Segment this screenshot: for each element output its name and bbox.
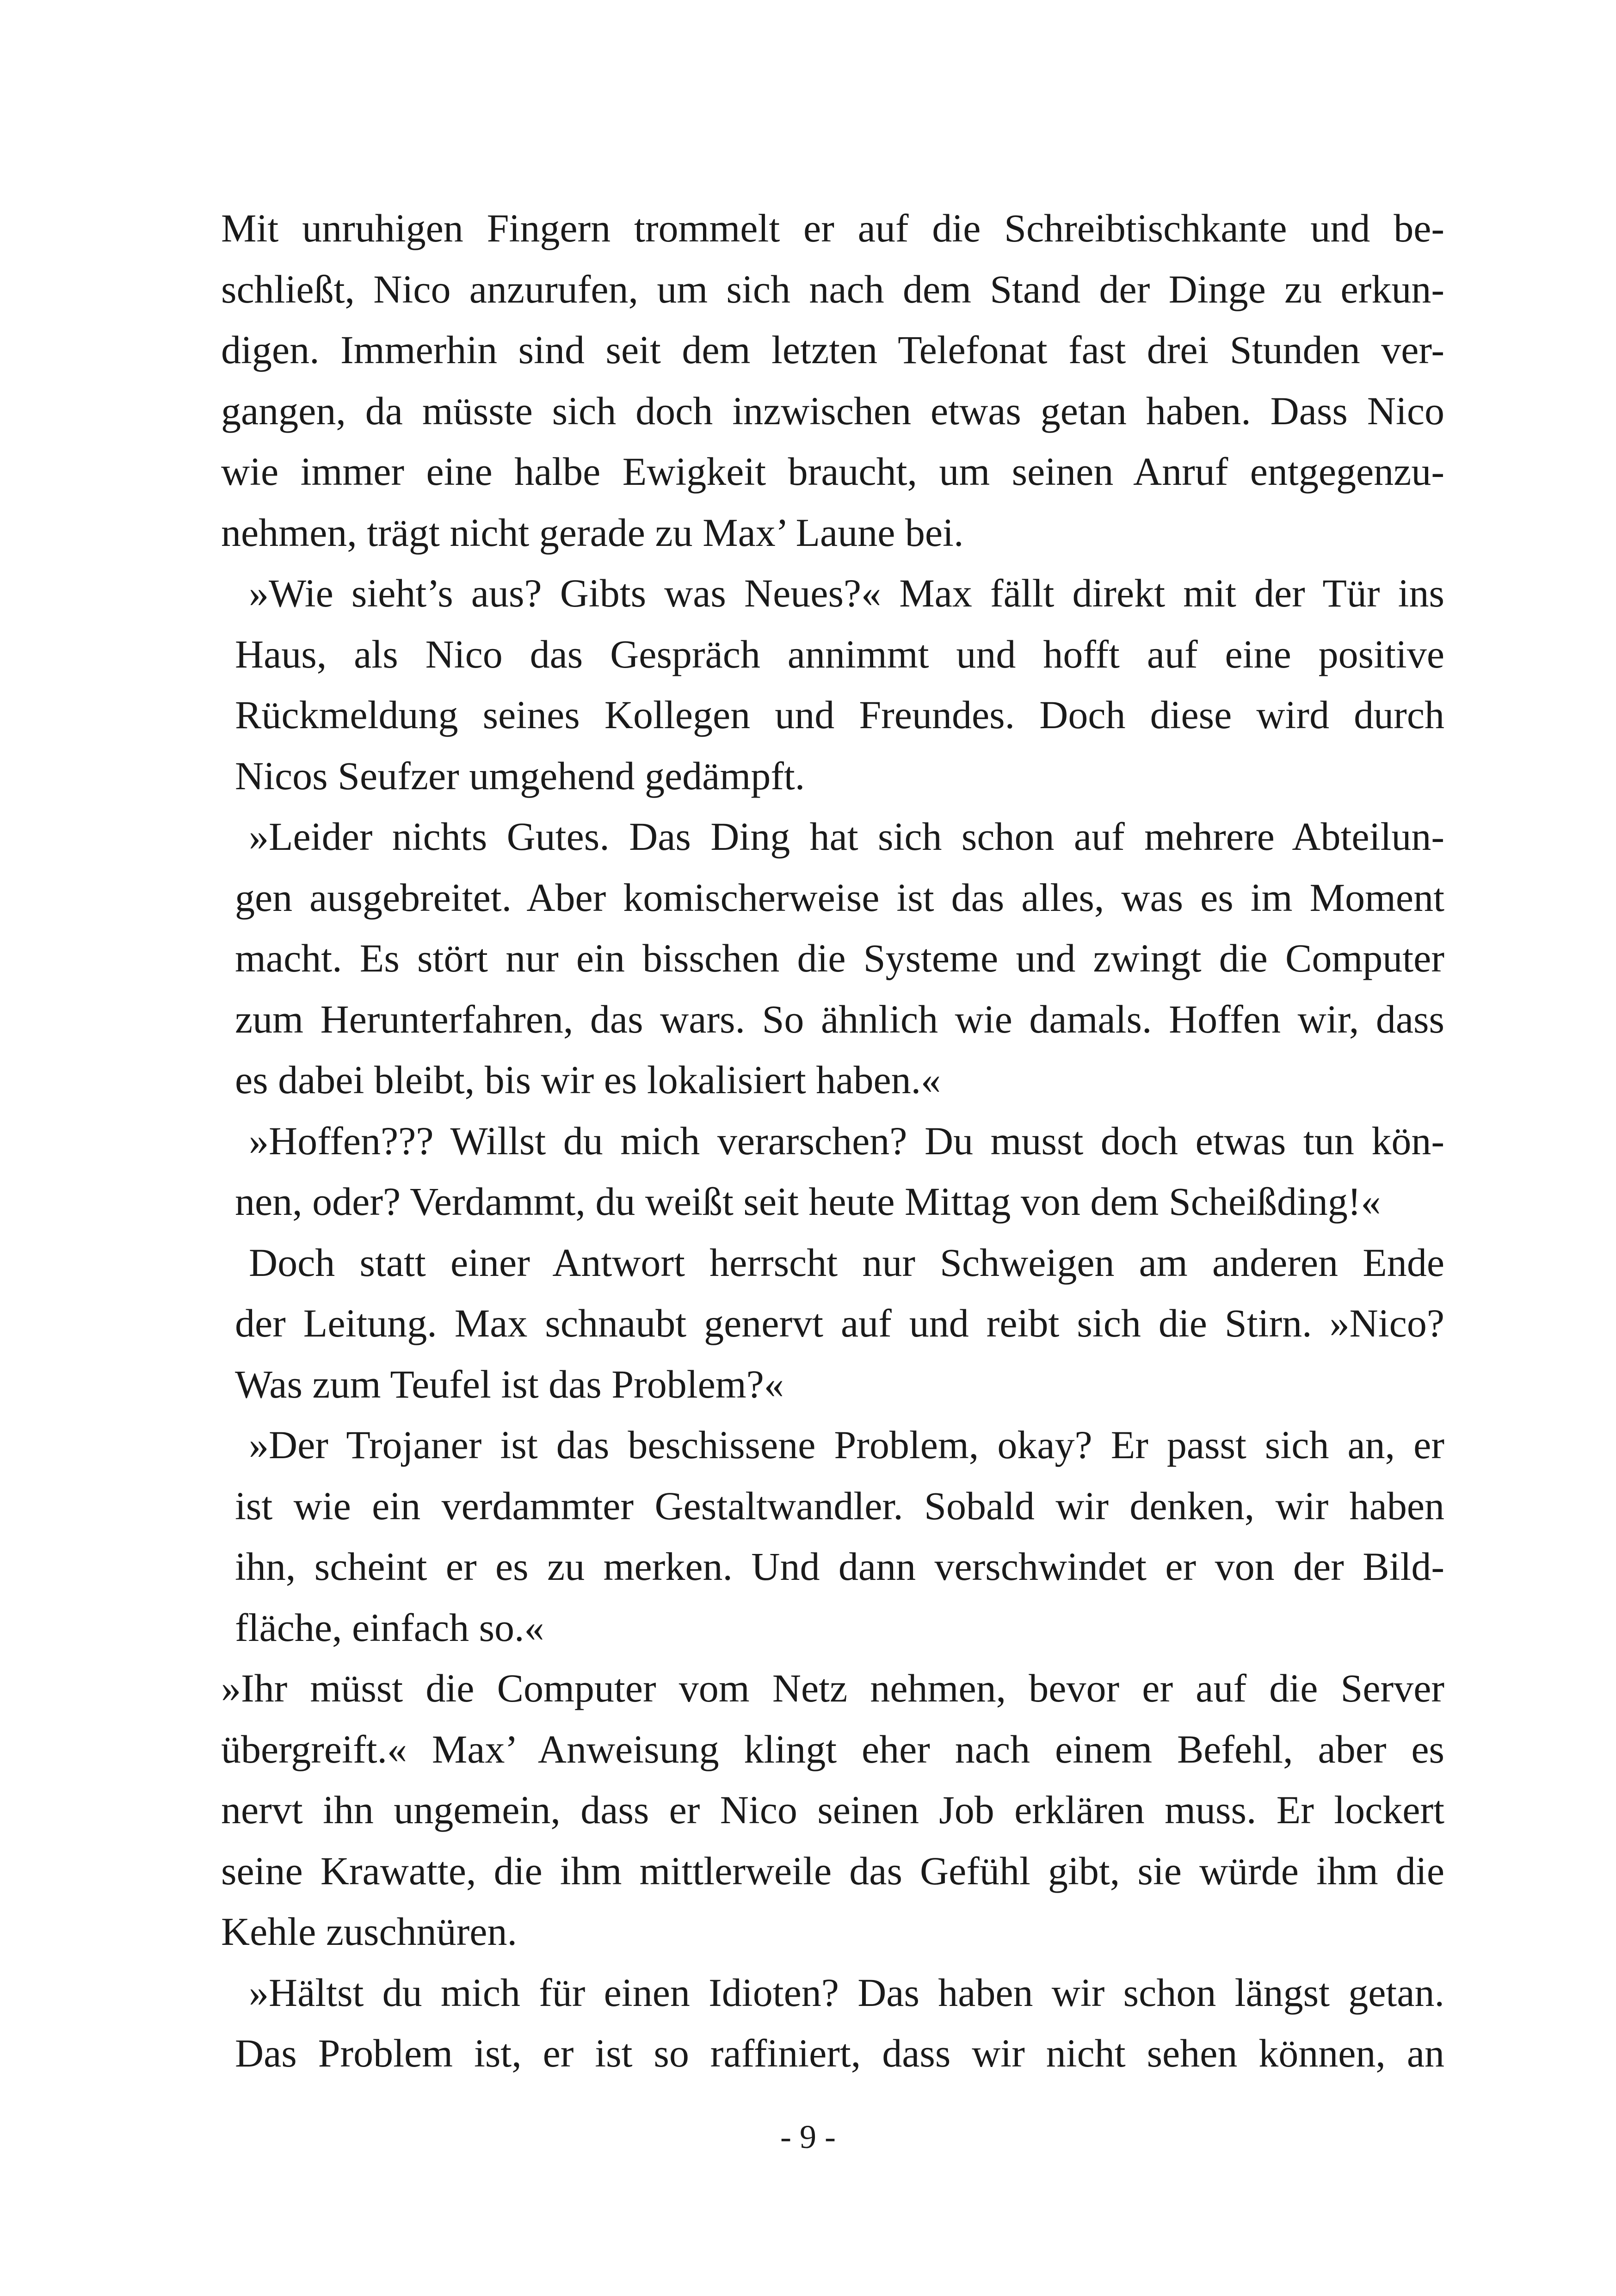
body-text [221,198,1444,2084]
text-line: »Hältst du mich für einen Idioten? Das haben wir schon längst getan. [249,1970,1444,2015]
paragraph [221,1658,1444,1962]
text-line: nehmen, trägt nicht gerade zu Max’ Laune bei. [221,510,964,555]
paragraph [221,1415,1444,1658]
text-line: Das Problem ist, er ist so raffiniert, dass wir nicht sehen können, an [235,2031,1444,2075]
text-line: seine Krawatte, die ihm mittlerweile das Gefühl gibt, sie würde ihm die [221,1848,1444,1893]
text-line: Nicos Seufzer umgehend gedämpft. [235,753,805,798]
text-line: »Der Trojaner ist das beschissene Problem, okay? Er passt sich an, er [249,1423,1444,1467]
text-line: zum Herunterfahren, das wars. So ähnlich wie damals. Hoffen wir, dass [235,996,1444,1041]
text-line: Mit unruhigen Fingern trommelt er auf die Schreibtischkante und be- [221,206,1444,250]
text-line: wie immer eine halbe Ewigkeit braucht, um seinen Anruf entgegenzu- [221,449,1444,494]
text-line: Was zum Teufel ist das Problem?« [235,1362,784,1406]
text-line: gangen, da müsste sich doch inzwischen etwas getan haben. Dass Nico [221,388,1444,433]
text-line: digen. Immerhin sind seit dem letzten Telefonat fast drei Stunden ver- [221,328,1444,372]
text-line: der Leitung. Max schnaubt genervt auf und reibt sich die Stirn. »Nico? [235,1301,1444,1345]
text-line: Kehle zuschnüren. [221,1909,517,1954]
text-line: »Leider nichts Gutes. Das Ding hat sich schon auf mehrere Abteilun- [249,814,1444,859]
text-line: gen ausgebreitet. Aber komischerweise ist das alles, was es im Moment [235,875,1444,920]
text-line: »Ihr müsst die Computer vom Netz nehmen, bevor er auf die Server [221,1666,1444,1710]
text-line: schließt, Nico anzurufen, um sich nach dem Stand der Dinge zu erkun- [221,266,1444,311]
text-line: macht. Es stört nur ein bisschen die Systeme und zwingt die Computer [235,936,1444,980]
text-line: »Hoffen??? Willst du mich verarschen? Du musst doch etwas tun kön- [249,1118,1444,1163]
text-line: »Wie sieht’s aus? Gibts was Neues?« Max fällt direkt mit der Tür ins [249,571,1444,615]
text-line: ist wie ein verdammter Gestaltwandler. Sobald wir denken, wir haben [235,1483,1444,1528]
text-line: Doch statt einer Antwort herrscht nur Schweigen am anderen Ende [249,1240,1444,1285]
text-line: nervt ihn ungemein, dass er Nico seinen Job erklären muss. Er lockert [221,1788,1444,1832]
text-line: fläche, einfach so.« [235,1605,544,1650]
paragraph [221,1232,1444,1415]
paragraph [221,1111,1444,1232]
text-line: nen, oder? Verdammt, du weißt seit heute Mittag von dem Scheißding!« [235,1179,1381,1224]
text-line: Rückmeldung seines Kollegen und Freundes. Doch diese wird durch [235,693,1444,737]
paragraph [221,198,1444,563]
paragraph [221,806,1444,1111]
text-line: übergreift.« Max’ Anweisung klingt eher nach einem Befehl, aber es [221,1727,1444,1771]
text-line: ihn, scheint er es zu merken. Und dann verschwindet er von der Bild- [235,1544,1444,1589]
paragraph [221,563,1444,806]
text-line: es dabei bleibt, bis wir es lokalisiert haben.« [235,1058,941,1102]
paragraph [221,1962,1444,2084]
text-line: Haus, als Nico das Gespräch annimmt und hofft auf eine positive [235,631,1444,676]
page-number: - 9 - [780,2118,836,2155]
